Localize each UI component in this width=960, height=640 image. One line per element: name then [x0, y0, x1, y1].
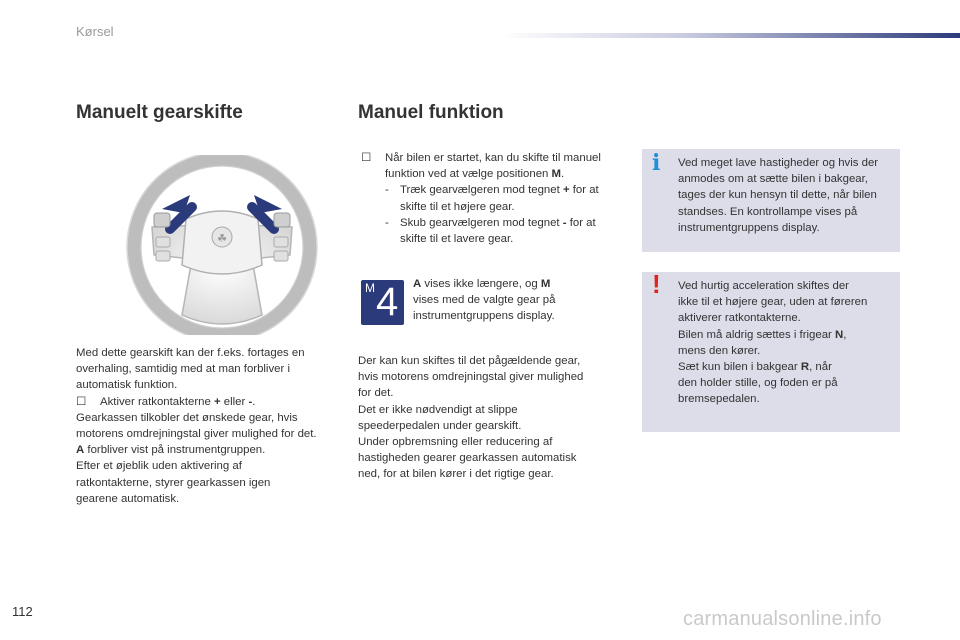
middle-bullet: ☐ Når bilen er startet, kan du skifte til manuel funktion ved at vælge positionen M. [361, 150, 636, 182]
left-para3-line2: ratkontakterne, styrer gearkassen igen [76, 476, 271, 489]
middle-heading: Manuel funktion [358, 102, 504, 123]
left-a-line: A forbliver vist på instrumentgruppen. [76, 444, 266, 457]
warning-icon: ! [652, 269, 661, 299]
middle-body-text: Der kan kun skiftes til det pågældende gear, hvis motorens omdrejningstal giver mulighed for det. Det er ikke nødvendigt at slippe speederpedalen under gearskift. Under opbremsning eller reducering af hastigheden gearer gearkassen automatisk ned, for at bilen kører i det rigtige gear. [358, 355, 584, 481]
middle-instructions [361, 150, 636, 247]
left-para3-line1: Efter et øjeblik uden aktivering af [76, 460, 242, 473]
warning-note-box: ! Ved hurtig acceleration skiftes der ikke til et højere gear, uden at føreren aktiverer ratkontakterne. Bilen må aldrig sættes i frigear N, mens den kører. Sæt kun bilen i bakgear R, når den holder stille, og foden er på bremsepedalen. [642, 272, 900, 432]
left-bullet [76, 394, 346, 410]
middle-dash-2: - Skub gearvælgeren mod tegnet - for at skifte til et lavere gear. [385, 216, 596, 246]
section-label: Kørsel [76, 24, 114, 39]
left-para2-line1: Gearkassen tilkobler det ønskede gear, hvis [76, 411, 298, 424]
svg-text:☘: ☘ [217, 232, 227, 245]
info-icon: i [652, 150, 661, 176]
gear-display-icon [361, 280, 404, 325]
info-note-box: i Ved meget lave hastigheder og hvis der anmodes om at sætte bilen i bakgear, tages der kun hensyn til dette, når bilen standses. En kontrollampe vises på instrumentgruppens display. [642, 149, 900, 252]
page-number: 112 [12, 604, 33, 619]
left-heading: Manuelt gearskifte [76, 102, 243, 123]
left-para1-line3: automatisk funktion. [76, 379, 178, 392]
middle-dash-1: - Træk gearvælgeren mod tegnet + for at skifte til et højere gear. [385, 184, 599, 213]
left-para2-line2: motorens omdrejningstal giver mulighed for det. [76, 428, 317, 441]
left-para1-line2: overhaling, samtidig med at man forbliver i [76, 363, 290, 376]
bullet-checkbox-icon: ☐ [361, 152, 372, 164]
gear-display-mode: M [365, 281, 375, 295]
bullet-checkbox-icon: ☐ [76, 395, 87, 408]
left-para1-line1: Med dette gearskift kan der f.eks. fortages en [76, 347, 305, 359]
left-para3-line3: gearene automatisk. [76, 492, 180, 505]
header-gradient-bar [500, 33, 960, 38]
gear-display-note: A vises ikke længere, og M vises med de valgte gear på instrumentgruppens display. [413, 278, 556, 323]
left-body-text [76, 345, 346, 507]
steering-wheel-icon [112, 155, 332, 335]
gear-display-number: 4 [376, 280, 399, 324]
watermark: carmanualsonline.info [683, 608, 882, 630]
left-bullet-text: Aktiver ratkontakterne + eller -. [100, 395, 256, 408]
middle-bullet-line1: Når bilen er startet, kan du skifte til manuel [385, 152, 601, 164]
steering-wheel-illustration [112, 155, 332, 335]
